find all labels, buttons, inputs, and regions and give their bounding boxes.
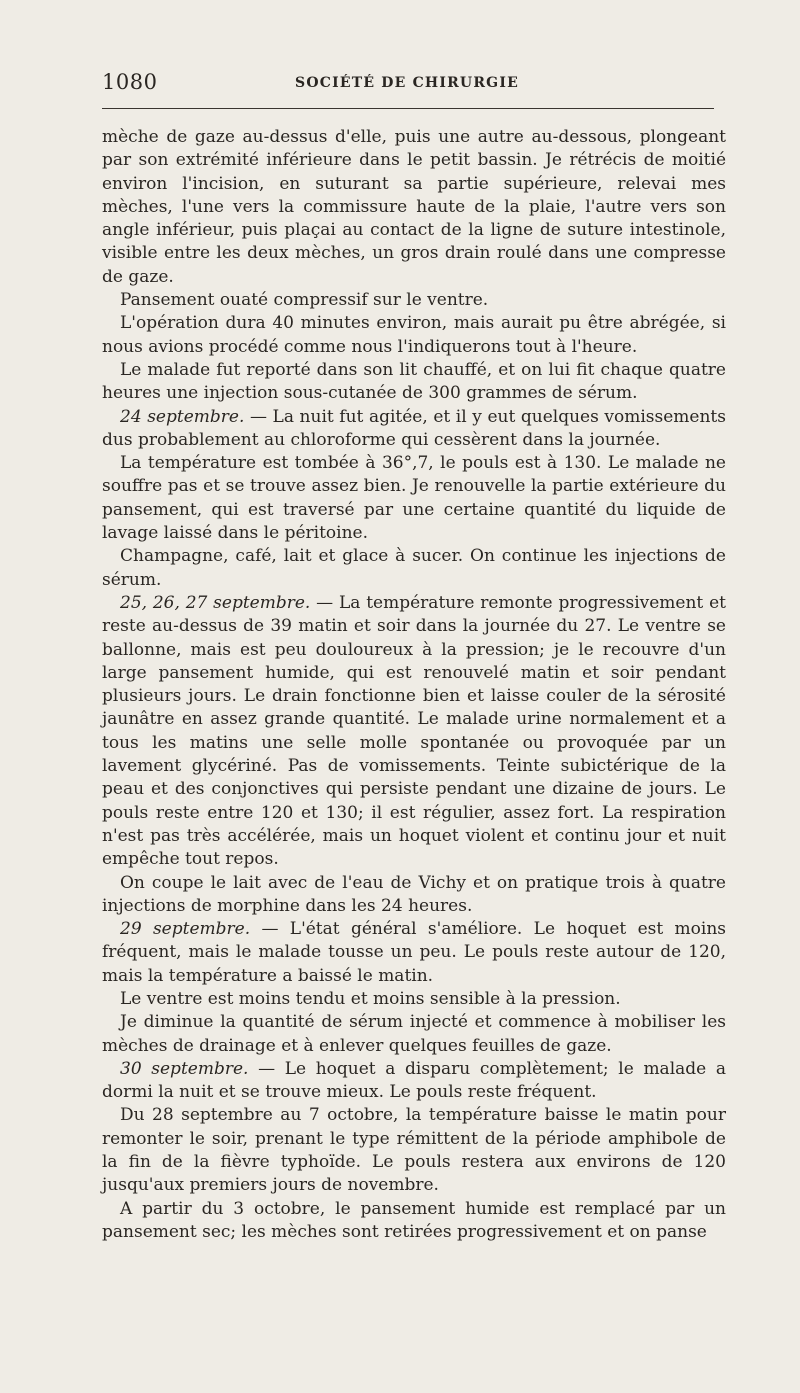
body-text bbox=[102, 126, 726, 1244]
paragraph: Du 28 septembre au 7 octobre, la température baisse le matin pour remonter le soir, prenant le type rémittent de la période amphibole de la fin de la fièvre typhoïde. Le pouls restera aux environs de 120 jusqu'aux premiers jours de novembre. bbox=[102, 1105, 726, 1196]
paragraph: 25, 26, 27 septembre. — La température remonte progressivement et reste au-dessus de 39 matin et soir dans la journée du 27. Le ventre se ballonne, mais est peu douloureux à la pression; je le recouvre d'un large pansement humide, qui est renouvelé matin et soir pendant plusieurs jours. Le drain fonctionne bien et laisse couler de la sérosité jaunâtre en assez grande quantité. Le malade urine normalement et a tous les matins une selle molle spontanée ou provoquée par un lavement glycériné. Pas de vomissements. Teinte subictérique de la peau et des conjonctives qui persiste pendant une dizaine de jours. Le pouls reste entre 120 et 130; il est régulier, assez fort. La respiration n'est pas très accélérée, mais un hoquet violent et continu jour et nuit empêche tout repos. bbox=[102, 592, 726, 870]
paragraph: Le ventre est moins tendu et moins sensible à la pression. bbox=[120, 988, 621, 1009]
paragraph: Champagne, café, lait et glace à sucer. On continue les injections de sérum. bbox=[102, 546, 726, 590]
header-rule bbox=[102, 108, 714, 109]
paragraph: 24 septembre. — La nuit fut agitée, et il y eut quelques vomissements dus probablement au chloroforme qui cessèrent dans la journée. bbox=[102, 406, 726, 450]
paragraph: mèche de gaze au-dessus d'elle, puis une autre au-dessous, plongeant par son extrémité inférieure dans le petit bassin. Je rétrécis de moitié environ l'incision, en suturant sa partie supérieure, relevai mes mèches, l'une vers la commissure haute de la plaie, l'autre vers son angle inférieur, puis plaçai au contact de la ligne de suture intestinole, visible entre les deux mèches, un gros drain roulé dans une compresse de gaze. bbox=[102, 127, 726, 287]
page-number: 1080 bbox=[102, 70, 158, 94]
paragraph: A partir du 3 octobre, le pansement humide est remplacé par un pansement sec; les mèches sont retirées progressivement et on panse bbox=[102, 1198, 726, 1242]
entry-date: 24 septembre. bbox=[120, 406, 245, 427]
paragraph: Le malade fut reporté dans son lit chauffé, et on lui fit chaque quatre heures une injection sous-cutanée de 300 grammes de sérum. bbox=[102, 359, 726, 404]
paragraph: La température est tombée à 36°,7, le pouls est à 130. Le malade ne souffre pas et se trouve assez bien. Je renouvelle la partie extérieure du pansement, qui est traversé par une certaine quantité du liquide de lavage laissé dans le péritoine. bbox=[102, 453, 726, 544]
entry-date: 25, 26, 27 septembre. bbox=[120, 592, 311, 613]
page-header bbox=[102, 70, 712, 96]
paragraph: On coupe le lait avec de l'eau de Vichy et on pratique trois à quatre injections de morphine dans les 24 heures. bbox=[102, 872, 726, 916]
paragraph: 29 septembre. — L'état général s'améliore. Le hoquet est moins fréquent, mais le malade tousse un peu. Le pouls reste autour de 120, mais la température a baissé le matin. bbox=[102, 919, 726, 986]
paragraph: 30 septembre. — Le hoquet a disparu complètement; le malade a dormi la nuit et se trouve mieux. Le pouls reste fréquent. bbox=[102, 1058, 726, 1103]
paragraph: Pansement ouaté compressif sur le ventre. bbox=[120, 290, 489, 311]
paragraph: Je diminue la quantité de sérum injecté et commence à mobiliser les mèches de drainage et à enlever quelques feuilles de gaze. bbox=[102, 1012, 726, 1056]
running-title: SOCIÉTÉ DE CHIRURGIE bbox=[295, 75, 519, 91]
entry-date: 29 septembre. bbox=[120, 919, 251, 940]
paragraph: L'opération dura 40 minutes environ, mais aurait pu être abrégée, si nous avions procédé comme nous l'indiquerons tout à l'heure. bbox=[102, 313, 726, 357]
entry-date: 30 septembre. bbox=[120, 1058, 249, 1079]
